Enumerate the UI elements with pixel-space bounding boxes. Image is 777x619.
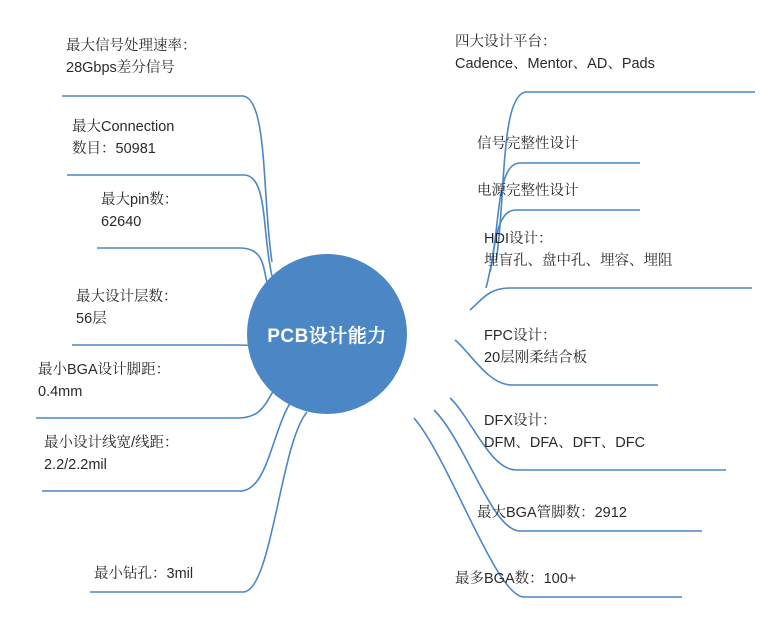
connector-left-3 (72, 345, 262, 350)
branch-min-drill-line1: 最小钻孔：3mil (94, 566, 194, 582)
branch-max-signal-rate-line1: 最大信号处理速率： (66, 38, 197, 54)
branch-power-integrity-line1: 电源完整性设计 (477, 183, 579, 199)
branch-dfx-line1: DFX设计： (484, 413, 557, 429)
branch-max-connection[interactable] (72, 117, 174, 161)
branch-dfx-line2: DFM、DFA、DFT、DFC (484, 434, 646, 451)
branch-min-bga-pitch-line1: 最小BGA设计脚距： (38, 362, 171, 378)
branch-max-layers[interactable] (76, 287, 178, 331)
branch-max-bga-pins-line1: 最大BGA管脚数：2912 (477, 505, 627, 521)
branch-max-layers-line1: 最大设计层数： (76, 289, 178, 305)
branch-max-signal-rate-line2: 28Gbps差分信号 (66, 59, 175, 76)
branch-power-integrity[interactable] (477, 181, 579, 203)
branch-max-pin[interactable] (101, 190, 178, 234)
branch-max-bga-count-line1: 最多BGA数：100+ (455, 571, 577, 587)
branch-four-platforms-line2: Cadence、Mentor、AD、Pads (455, 55, 655, 72)
branch-fpc[interactable] (484, 326, 587, 370)
branch-min-bga-pitch-line2: 0.4mm (38, 383, 83, 400)
branch-hdi-line1: HDI设计： (484, 231, 553, 247)
branch-max-bga-count[interactable] (455, 569, 576, 591)
branch-max-connection-line2: 数目：50981 (72, 140, 156, 157)
branch-max-pin-line1: 最大pin数： (101, 192, 179, 208)
branch-min-bga-pitch[interactable] (38, 360, 170, 404)
branch-max-bga-pins[interactable] (477, 503, 627, 525)
connector-right-3 (470, 288, 752, 310)
branch-max-signal-rate[interactable] (66, 36, 197, 80)
connector-left-2 (97, 248, 270, 292)
branch-min-trace-line2: 2.2/2.2mil (44, 456, 107, 473)
branch-max-pin-line2: 62640 (101, 213, 142, 230)
branch-dfx[interactable] (484, 411, 645, 455)
branch-min-drill[interactable] (94, 564, 193, 586)
branch-fpc-line2: 20层刚柔结合板 (484, 349, 588, 366)
branch-four-platforms-line1: 四大设计平台： (455, 34, 557, 50)
branch-signal-integrity-line1: 信号完整性设计 (477, 136, 579, 152)
branch-four-platforms[interactable] (455, 32, 655, 76)
branch-fpc-line1: FPC设计： (484, 328, 557, 344)
center-node[interactable] (247, 254, 407, 414)
branch-hdi[interactable] (484, 229, 673, 273)
center-node-label: PCB设计能力 (267, 325, 387, 347)
branch-max-connection-line1: 最大Connection (72, 119, 175, 135)
branch-min-trace-line1: 最小设计线宽/线距： (44, 435, 179, 451)
branch-min-trace[interactable] (44, 433, 179, 477)
branch-signal-integrity[interactable] (477, 134, 579, 156)
branch-hdi-line2: 埋盲孔、盘中孔、埋容、埋阻 (484, 252, 673, 269)
branch-max-layers-line2: 56层 (76, 310, 107, 327)
